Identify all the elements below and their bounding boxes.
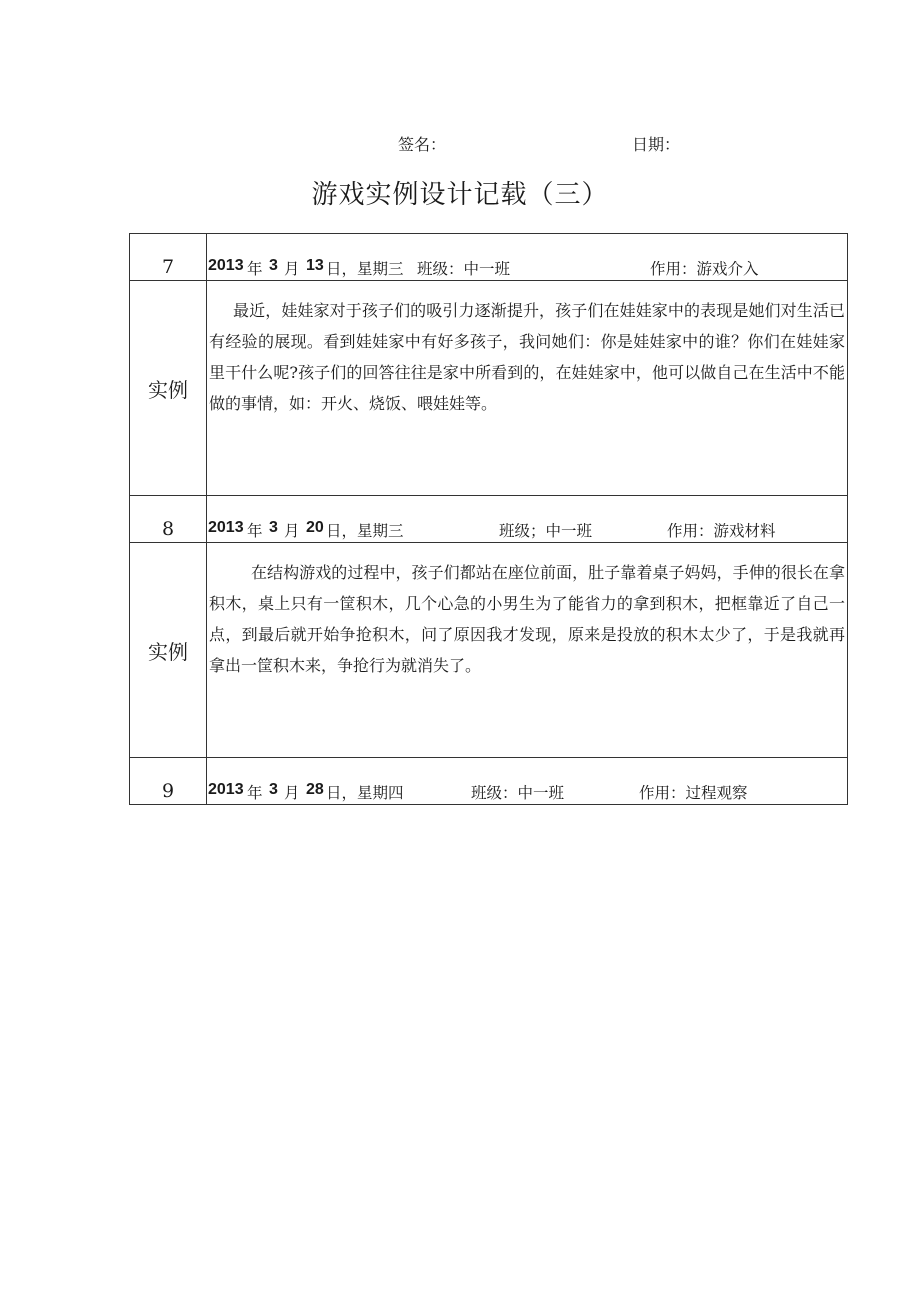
example-body (207, 543, 848, 758)
record-year: 2013 (208, 257, 244, 274)
record-number: 7 (130, 234, 207, 281)
record-example-row (130, 543, 848, 758)
record-month-unit: 月 (284, 260, 300, 278)
record-number: 8 (130, 496, 207, 543)
record-class: 班级；中一班 (499, 522, 593, 540)
signature-label: 签名： (398, 135, 447, 154)
record-month-unit: 月 (284, 522, 300, 540)
record-purpose: 作用：游戏材料 (667, 522, 776, 540)
record-info (207, 758, 848, 805)
record-year-unit: 年 (247, 260, 263, 278)
record-purpose: 作用：游戏介入 (650, 260, 759, 278)
record-number: 9 (130, 758, 207, 805)
example-text: 在结构游戏的过程中，孩子们都站在座位前面，肚子靠着桌子妈妈，手伸的很长在拿积木，桌上只有一筐积木，几个心急的小男生为了能省力的拿到积木，把框靠近了自己一点，到最后就开始争抢积木，问了原因我才发现，原来是投放的积木太少了，于是我就再拿出一筐积木来，争抢行为就消失了。 (209, 563, 845, 675)
record-weekday: 日，星期三 (326, 260, 404, 278)
record-month: 3 (269, 781, 278, 798)
record-day: 28 (306, 781, 324, 798)
record-header-row (130, 758, 848, 805)
document-title: 游戏实例设计记载（三） (311, 180, 609, 210)
record-info (207, 496, 848, 543)
example-label: 实例 (130, 543, 207, 758)
record-info (207, 234, 848, 281)
record-example-row (130, 281, 848, 496)
record-header-row (130, 496, 848, 543)
example-label: 实例 (130, 281, 207, 496)
record-year: 2013 (208, 781, 244, 798)
record-year-unit: 年 (247, 784, 263, 802)
example-text: 最近，娃娃家对于孩子们的吸引力逐渐提升，孩子们在娃娃家中的表现是她们对生活已有经验的展现。看到娃娃家中有好多孩子，我问她们：你是娃娃家中的谁？你们在娃娃家里干什么呢?孩子们的回答往往是家中所看到的，在娃娃家中，他可以做自己在生活中不能做的事情，如：开火、烧饭、喂娃娃等。 (209, 301, 845, 413)
example-body (207, 281, 848, 496)
record-year: 2013 (208, 519, 244, 536)
records-table (129, 233, 848, 805)
record-month-unit: 月 (284, 784, 300, 802)
record-purpose: 作用：过程观察 (639, 784, 748, 802)
record-header-row (130, 234, 848, 281)
record-weekday: 日，星期三 (326, 522, 404, 540)
record-class: 班级：中一班 (417, 260, 511, 278)
signature-date-line (0, 132, 920, 156)
date-label: 日期： (632, 135, 681, 154)
record-month: 3 (269, 257, 278, 274)
record-month: 3 (269, 519, 278, 536)
record-day: 13 (306, 257, 324, 274)
record-weekday: 日，星期四 (326, 784, 404, 802)
record-class: 班级：中一班 (471, 784, 565, 802)
record-year-unit: 年 (247, 522, 263, 540)
record-day: 20 (306, 519, 324, 536)
